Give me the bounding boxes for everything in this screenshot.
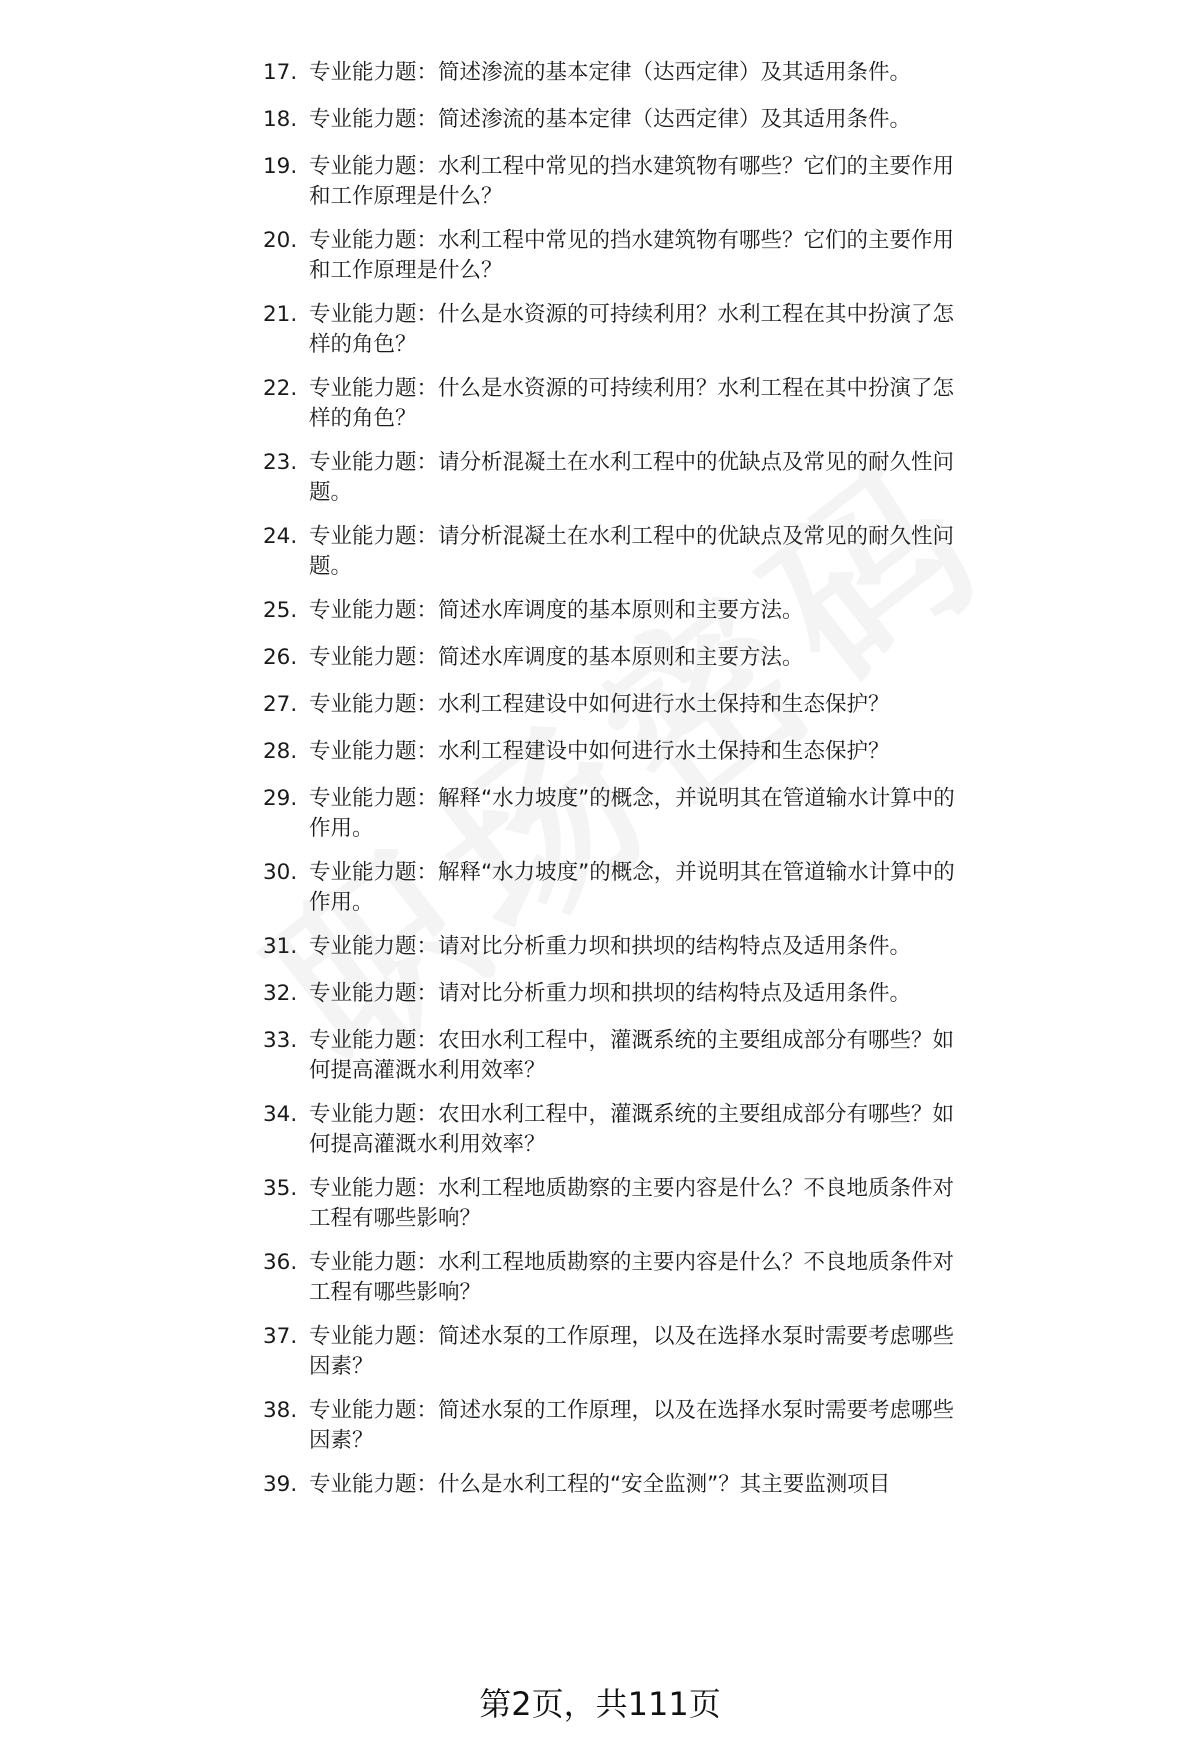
question-number: 37.: [263, 1324, 298, 1349]
list-item: [263, 58, 963, 105]
list-item: [263, 643, 963, 690]
question-number: 34.: [263, 1102, 298, 1127]
question-number: 33.: [263, 1028, 298, 1053]
question-text: 专业能力题：农田水利工程中，灌溉系统的主要组成部分有哪些？如何提高灌溉水利用效率？: [309, 1028, 955, 1083]
question-number: 27.: [263, 692, 298, 717]
question-number: 26.: [263, 645, 298, 670]
question-text: 专业能力题：农田水利工程中，灌溉系统的主要组成部分有哪些？如何提高灌溉水利用效率？: [309, 1102, 955, 1157]
question-number: 39.: [263, 1472, 298, 1497]
page-number: 第2页，共111页: [479, 1685, 721, 1723]
question-text: 专业能力题：请对比分析重力坝和拱坝的结构特点及适用条件。: [309, 934, 912, 959]
list-item: [263, 1174, 963, 1248]
question-number: 20.: [263, 228, 298, 253]
list-item: [263, 1396, 963, 1470]
question-number: 22.: [263, 376, 298, 401]
question-number: 36.: [263, 1250, 298, 1275]
question-text: 专业能力题：请分析混凝土在水利工程中的优缺点及常见的耐久性问题。: [309, 450, 955, 505]
list-item: [263, 1470, 963, 1510]
list-item: [263, 226, 963, 300]
question-text: 专业能力题：解释“水力坡度”的概念，并说明其在管道输水计算中的作用。: [309, 860, 955, 915]
list-item: [263, 858, 963, 932]
list-item: [263, 690, 963, 737]
question-text: 专业能力题：什么是水利工程的“安全监测”？其主要监测项目: [309, 1472, 891, 1497]
question-number: 19.: [263, 154, 298, 179]
question-text: 专业能力题：水利工程中常见的挡水建筑物有哪些？它们的主要作用和工作原理是什么？: [309, 228, 955, 283]
question-text: 专业能力题：请分析混凝土在水利工程中的优缺点及常见的耐久性问题。: [309, 524, 955, 579]
list-item: [263, 1248, 963, 1322]
question-text: 专业能力题：解释“水力坡度”的概念，并说明其在管道输水计算中的作用。: [309, 786, 955, 841]
list-item: [263, 737, 963, 784]
list-item: [263, 300, 963, 374]
question-number: 32.: [263, 981, 298, 1006]
list-item: [263, 522, 963, 596]
question-text: 专业能力题：水利工程中常见的挡水建筑物有哪些？它们的主要作用和工作原理是什么？: [309, 154, 955, 209]
question-number: 21.: [263, 302, 298, 327]
list-item: [263, 1100, 963, 1174]
list-item: [263, 105, 963, 152]
question-number: 17.: [263, 60, 298, 85]
question-text: 专业能力题：简述水库调度的基本原则和主要方法。: [309, 645, 804, 670]
list-item: [263, 979, 963, 1026]
question-text: 专业能力题：水利工程地质勘察的主要内容是什么？不良地质条件对工程有哪些影响？: [309, 1250, 955, 1305]
question-text: 专业能力题：水利工程建设中如何进行水土保持和生态保护？: [309, 739, 890, 764]
question-text: 专业能力题：什么是水资源的可持续利用？水利工程在其中扮演了怎样的角色？: [309, 302, 955, 357]
list-item: [263, 932, 963, 979]
question-number: 31.: [263, 934, 298, 959]
question-number: 29.: [263, 786, 298, 811]
question-number: 38.: [263, 1398, 298, 1423]
question-text: 专业能力题：什么是水资源的可持续利用？水利工程在其中扮演了怎样的角色？: [309, 376, 955, 431]
question-number: 28.: [263, 739, 298, 764]
question-text: 专业能力题：请对比分析重力坝和拱坝的结构特点及适用条件。: [309, 981, 912, 1006]
question-number: 18.: [263, 107, 298, 132]
question-number: 24.: [263, 524, 298, 549]
question-number: 35.: [263, 1176, 298, 1201]
question-number: 25.: [263, 598, 298, 623]
question-text: 专业能力题：简述渗流的基本定律（达西定律）及其适用条件。: [309, 107, 912, 132]
list-item: [263, 1026, 963, 1100]
question-text: 专业能力题：简述水库调度的基本原则和主要方法。: [309, 598, 804, 623]
list-item: [263, 1322, 963, 1396]
question-text: 专业能力题：简述水泵的工作原理，以及在选择水泵时需要考虑哪些因素？: [309, 1324, 955, 1379]
list-item: [263, 374, 963, 448]
list-item: [263, 596, 963, 643]
question-list: [263, 58, 963, 1510]
list-item: [263, 152, 963, 226]
question-text: 专业能力题：简述渗流的基本定律（达西定律）及其适用条件。: [309, 60, 912, 85]
question-text: 专业能力题：水利工程地质勘察的主要内容是什么？不良地质条件对工程有哪些影响？: [309, 1176, 955, 1231]
question-text: 专业能力题：水利工程建设中如何进行水土保持和生态保护？: [309, 692, 890, 717]
question-text: 专业能力题：简述水泵的工作原理，以及在选择水泵时需要考虑哪些因素？: [309, 1398, 955, 1453]
question-number: 23.: [263, 450, 298, 475]
question-number: 30.: [263, 860, 298, 885]
list-item: [263, 784, 963, 858]
list-item: [263, 448, 963, 522]
